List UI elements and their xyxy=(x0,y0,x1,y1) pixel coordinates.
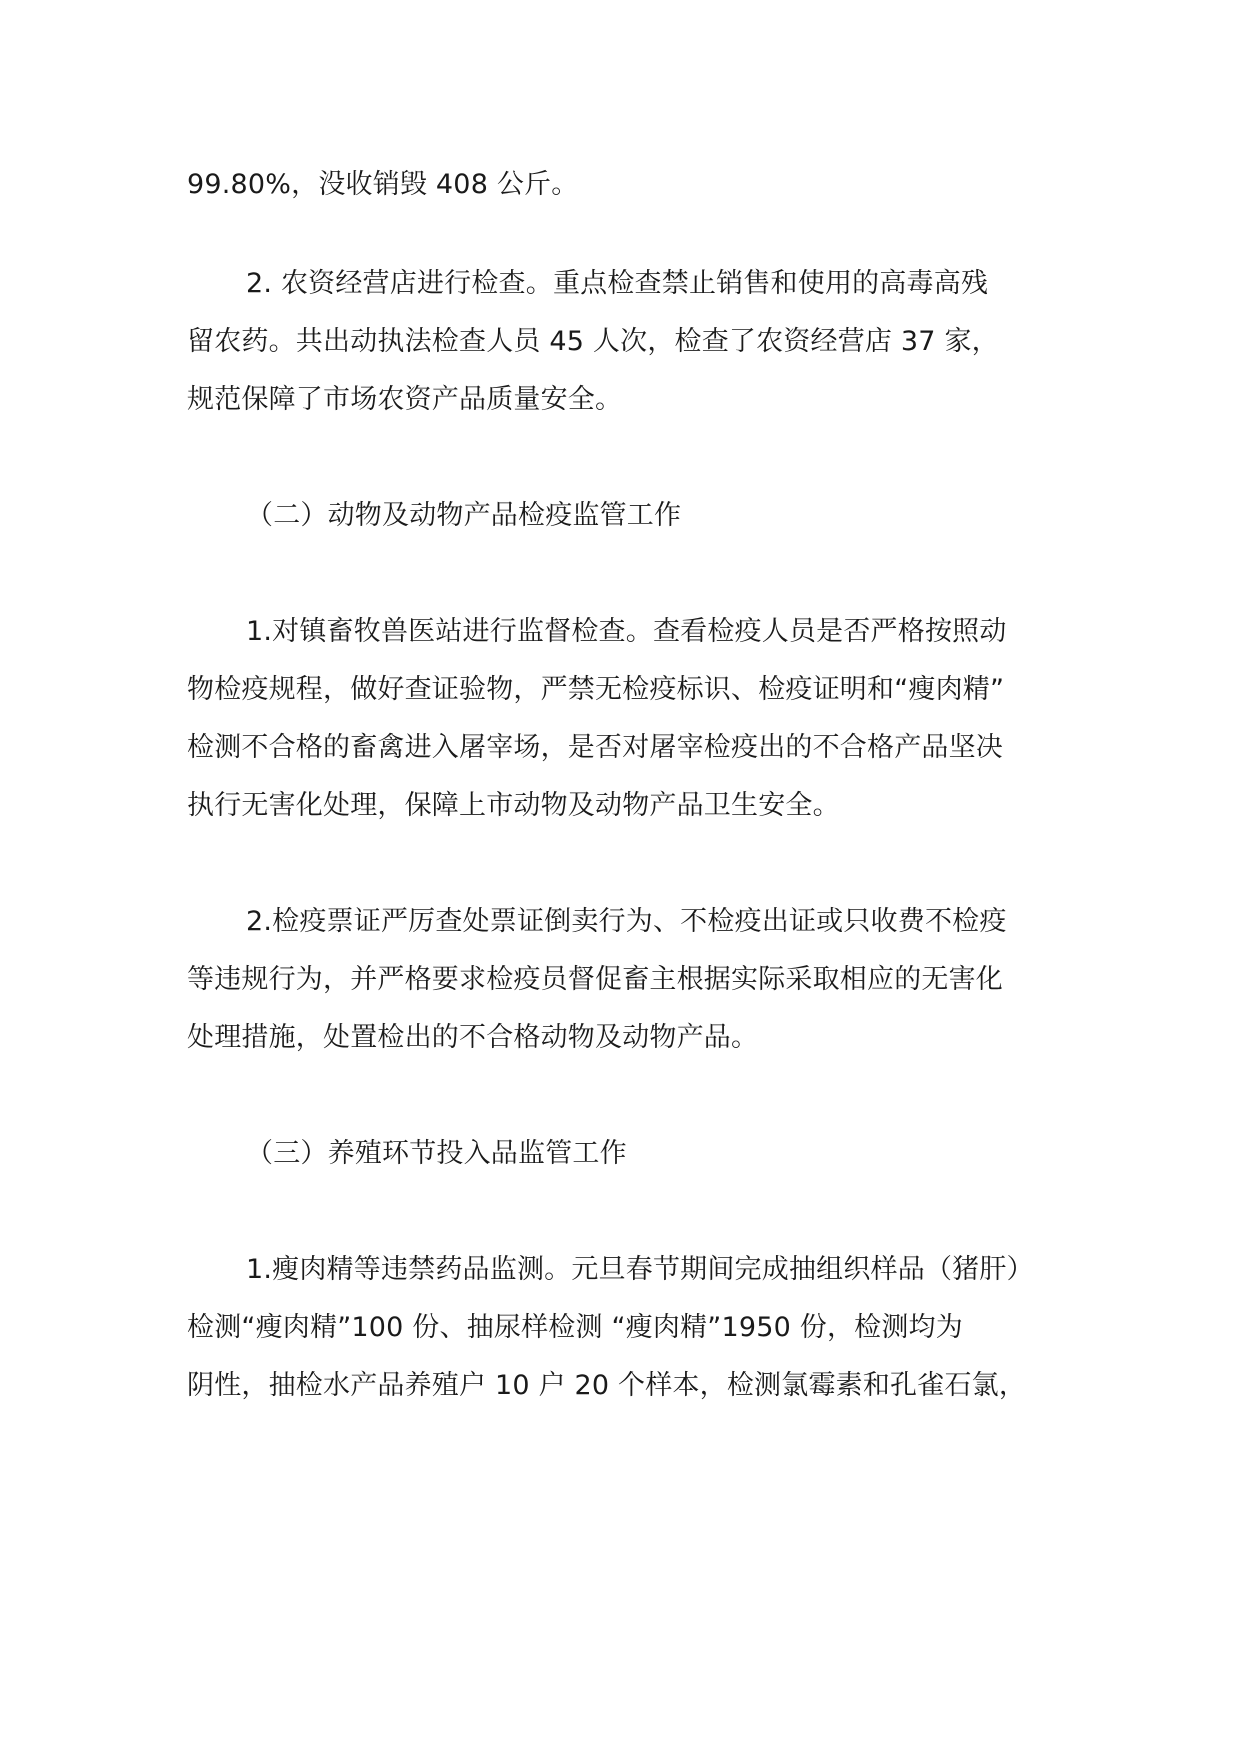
paragraph-line: 阴性，抽检水产品养殖户 10 户 20 个样本，检测氯霉素和孔雀石氯， xyxy=(187,1370,1027,1401)
paragraph-line: 检测不合格的畜禽进入屠宰场，是否对屠宰检疫出的不合格产品坚决 xyxy=(187,732,1003,763)
paragraph-line: 1.对镇畜牧兽医站进行监督检查。查看检疫人员是否严格按照动 xyxy=(246,616,1007,647)
paragraph-line: 物检疫规程，做好查证验物，严禁无检疫标识、检疫证明和“瘦肉精” xyxy=(187,674,1005,705)
section-heading: （二）动物及动物产品检疫监管工作 xyxy=(246,500,682,531)
paragraph-line: 2.检疫票证严厉查处票证倒卖行为、不检疫出证或只收费不检疫 xyxy=(246,906,1007,937)
paragraph-line: 检测“瘦肉精”100 份、抽尿样检测 “瘦肉精”1950 份，检测均为 xyxy=(187,1312,963,1343)
paragraph-line: 处理措施，处置检出的不合格动物及动物产品。 xyxy=(187,1022,759,1053)
section-heading: （三）养殖环节投入品监管工作 xyxy=(246,1138,627,1169)
paragraph-line: 等违规行为，并严格要求检疫员督促畜主根据实际采取相应的无害化 xyxy=(187,964,1003,995)
paragraph-line: 1.瘦肉精等违禁药品监测。元旦春节期间完成抽组织样品（猪肝） xyxy=(246,1254,1034,1285)
paragraph-line: 留农药。共出动执法检查人员 45 人次，检查了农资经营店 37 家， xyxy=(187,326,999,357)
paragraph-line: 99.80%，没收销毁 408 公斤。 xyxy=(187,169,579,200)
paragraph-line: 2. 农资经营店进行检查。重点检查禁止销售和使用的高毒高残 xyxy=(246,268,989,299)
paragraph-line: 执行无害化处理，保障上市动物及动物产品卫生安全。 xyxy=(187,790,840,821)
paragraph-line: 规范保障了市场农资产品质量安全。 xyxy=(187,384,623,415)
